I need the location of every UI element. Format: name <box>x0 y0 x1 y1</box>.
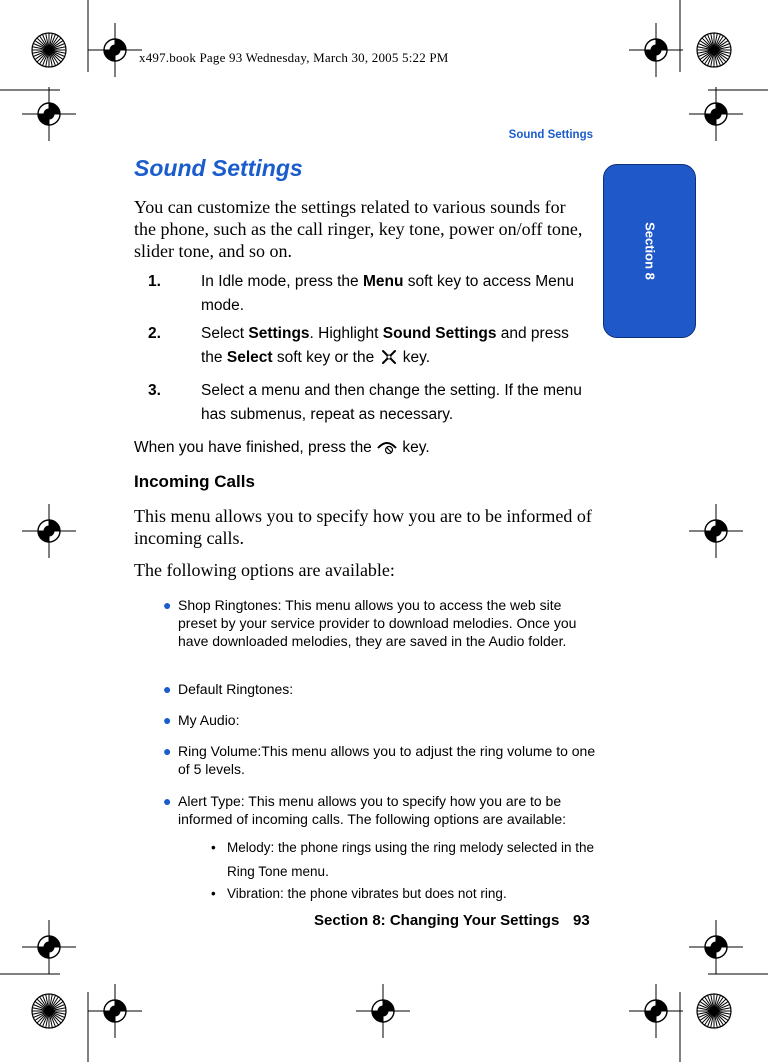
page-title: Sound Settings <box>134 155 303 181</box>
list-item: ● My Audio: <box>163 712 240 728</box>
step-text: Select Settings. Highlight Sound Settings and press the Select soft key or the key. <box>201 325 569 366</box>
bullet-icon: ● <box>163 793 172 809</box>
page-number: 93 <box>573 912 590 929</box>
sub-bullet-icon: • <box>211 840 216 855</box>
bullet-icon: ● <box>163 597 172 613</box>
step-number: 2. <box>148 325 161 342</box>
sub-bullet-icon: • <box>211 886 216 901</box>
step-1 <box>148 270 590 318</box>
bullet-icon: ● <box>163 712 172 728</box>
end-key-icon <box>376 439 398 455</box>
list-item: ● Default Ringtones: <box>163 681 294 697</box>
footer-section-title: Section 8: Changing Your Settings <box>314 912 560 929</box>
step-text: In Idle mode, press the Menu soft key to access Menu mode. <box>201 273 575 314</box>
sub-list-item: • Vibration: the phone vibrates but does not ring. <box>211 882 596 906</box>
section-tab <box>603 164 696 338</box>
step-2 <box>148 322 590 370</box>
bullet-icon: ● <box>163 743 172 759</box>
intro-paragraph: You can customize the settings related to various sounds for the phone, such as the call ringer, key tone, power on/off tone, slider tone, and so on. <box>134 197 583 261</box>
list-item: ● Shop Ringtones: This menu allows you to access the web site preset by your service provider to download melodies. Once you have downloaded melodies, they are saved in the Audio folder. <box>163 597 577 649</box>
step-number: 1. <box>148 273 161 290</box>
list-item: ● Alert Type: This menu allows you to specify how you are to be informed of incoming calls. The following options are available: <box>163 793 567 827</box>
list-item: ● Ring Volume:This menu allows you to adjust the ring volume to one of 5 levels. <box>163 743 596 777</box>
sub-list-item: • Melody: the phone rings using the ring melody selected in the Ring Tone menu. <box>211 836 596 884</box>
step-3 <box>148 379 590 427</box>
options-intro: The following options are available: <box>134 560 395 580</box>
select-key-icon <box>379 349 399 365</box>
subheading-incoming-calls: Incoming Calls <box>134 472 255 491</box>
incoming-calls-paragraph: This menu allows you to specify how you are to be informed of incoming calls. <box>134 506 592 548</box>
finish-instruction: When you have finished, press the key. <box>134 439 430 456</box>
step-number: 3. <box>148 382 161 399</box>
bullet-icon: ● <box>163 681 172 697</box>
step-text: Select a menu and then change the setting. If the menu has submenus, repeat as necessary. <box>201 382 582 423</box>
print-slug: x497.book Page 93 Wednesday, March 30, 2005 5:22 PM <box>139 50 449 65</box>
running-head: Sound Settings <box>508 129 593 141</box>
section-tab-label: Section 8 <box>642 222 657 280</box>
